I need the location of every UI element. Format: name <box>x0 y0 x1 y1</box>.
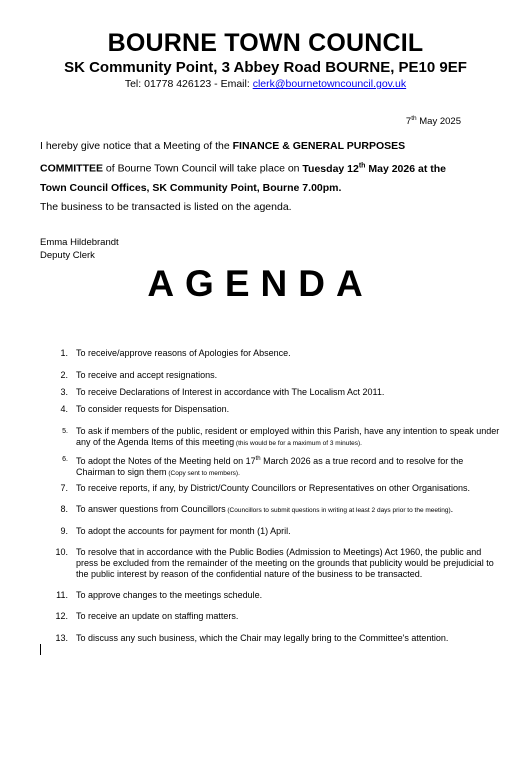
item-note: (Councillors to submit questions in writing at least 2 days prior to the meeting) <box>225 507 451 514</box>
item-number: 8. <box>60 504 68 514</box>
item-number: 10. <box>55 547 68 557</box>
notice-date <box>406 112 461 129</box>
contact-line <box>0 77 531 91</box>
item-number: 5. <box>62 428 68 435</box>
email-link[interactable]: clerk@bournetowncouncil.gov.uk <box>252 78 407 90</box>
agenda-heading: AGENDA <box>147 263 374 304</box>
item-text: To receive reports, if any, by District/County Councillors or Representatives on other Organisations. <box>76 483 471 493</box>
item-number: 13. <box>55 633 68 643</box>
item-number: 6. <box>62 456 68 463</box>
item-number: 7. <box>60 483 68 493</box>
contact-phone: Tel: 01778 426123 - Email: <box>124 78 253 90</box>
notice-mid: of Bourne Town Council will take place on <box>103 162 303 175</box>
item-number: 11. <box>56 590 68 600</box>
item-text: To receive an update on staffing matters. <box>76 611 239 621</box>
meeting-date: Tuesday 12th May 2026 at the <box>302 162 446 175</box>
meeting-notice <box>40 137 490 217</box>
item-text: To adopt the Notes of the Meeting held on 17th March 2026 as a true record and to resolve for the Chairman to sign them (Copy sent to members). <box>76 456 464 477</box>
item-number: 2. <box>60 370 68 380</box>
committee-name-a: FINANCE & GENERAL PURPOSES <box>232 140 406 152</box>
item-number: 1. <box>60 348 68 358</box>
item-number: 4. <box>60 404 68 414</box>
date-day: 7 <box>405 116 412 128</box>
item-number: 9. <box>60 526 68 536</box>
notice-intro: I hereby give notice that a Meeting of the <box>40 140 233 152</box>
item-text: To ask if members of the public, resident or employed within this Parish, have any intention to speak under any of the Agenda Items of this meeting (this would be for a maximum of 3 minutes). <box>76 426 500 447</box>
item-text: To discuss any such business, which the Chair may legally bring to the Committee's attention. <box>76 633 449 643</box>
signer-name: Emma Hildebrandt <box>40 237 119 248</box>
business-note: The business to be transacted is listed on the agenda. <box>40 200 292 213</box>
item-text: To answer questions from Councillors (Councillors to submit questions in writing at least 2 days prior to the meeting). <box>76 504 454 514</box>
meeting-venue: Town Council Offices, SK Community Point, Bourne 7.00pm. <box>40 181 342 194</box>
item-note: (Copy sent to members). <box>166 470 240 477</box>
item-number: 3. <box>60 387 68 397</box>
item-text: To adopt the accounts for payment for month (1) April. <box>76 526 291 536</box>
date-rest: May 2025 <box>416 116 461 128</box>
date-suffix: th <box>411 115 417 122</box>
council-address: SK Community Point, 3 Abbey Road BOURNE, PE10 9EF <box>64 59 467 76</box>
item-text: To receive and accept resignations. <box>76 370 218 380</box>
item-text: To receive Declarations of Interest in accordance with The Localism Act 2011. <box>76 387 385 397</box>
signer-role: Deputy Clerk <box>40 249 95 261</box>
committee-name-b: COMMITTEE <box>40 162 103 175</box>
signer-block <box>40 237 119 262</box>
item-text: To approve changes to the meetings schedule. <box>76 590 263 600</box>
item-text: To receive/approve reasons of Apologies for Absence. <box>76 348 291 358</box>
text-cursor <box>40 644 41 655</box>
item-text: To resolve that in accordance with the Public Bodies (Admission to Meetings) Act 1960, the public and press be excluded from the remainder of the meeting on the grounds that publicity would be prejudicial to the public interest by reason of the confidential nature of the business to be transacted. <box>76 547 494 579</box>
item-text: To consider requests for Dispensation. <box>76 404 230 414</box>
item-number: 12. <box>55 611 68 621</box>
council-name: BOURNE TOWN COUNCIL <box>107 29 424 57</box>
item-note: (this would be for a maximum of 3 minutes). <box>234 440 362 447</box>
